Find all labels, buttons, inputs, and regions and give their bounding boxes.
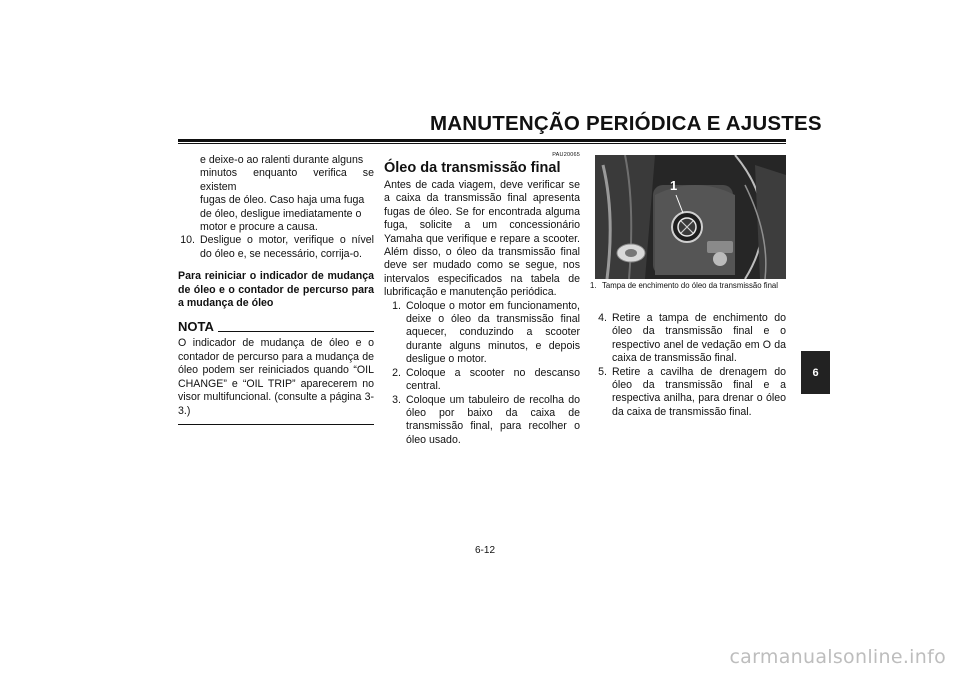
step-number: 2. [392,366,401,379]
oil-filler-cap-photo [595,155,786,279]
reference-code: PAU20065 [552,152,580,158]
continued-line: motor e procure a causa. [200,221,318,234]
nota-header [178,320,374,334]
header-rule-thin [178,143,786,144]
step-number: 1. [392,299,401,312]
watermark: carmanualsonline.info [729,646,946,668]
step-number: 3. [392,393,401,406]
right-column [590,312,786,419]
step-text: Coloque o motor em funcionamento, deixe o óleo da transmissão final aquecer, conduzindo a scooter durante alguns minutos, e depois desligue o motor. [406,299,580,366]
step-number: 10. [180,234,195,247]
continued-line: de óleo, desligue imediatamente o [200,207,362,220]
step-text: Retire a tampa de enchimento do óleo da transmissão final e o respectivo anel de vedação em O da caixa de transmissão final. [612,312,786,365]
step-5 [590,366,786,420]
left-column [178,154,374,425]
figure-callout-number: 1 [670,178,678,193]
continued-step-text [178,154,374,234]
header-rule-thick [178,139,786,142]
step-number: 4. [598,312,607,324]
nota-label: NOTA [178,319,214,335]
reset-heading: Para reiniciar o indicador de mudança de óleo e o contador de percurso para a mudança de óleo [178,270,374,310]
step-text: Retire a cavilha de drenagem do óleo da transmissão final e a respectiva anilha, para drenar o óleo da caixa de transmissão final. [612,365,786,418]
section-intro: Antes de cada viagem, deve verificar se a caixa da transmissão final apresenta fugas de óleo. Se for encontrada alguma fuga, solicite a um concessionário Yamaha que verifique e repare a scooter. Além disso, o óleo da transmissão final deve ser mudado como se segue, nos intervalos especificados na tabela de lubrificação e manutenção periódica. [384,179,580,299]
caption-text: Tampa de enchimento do óleo da transmissão final [602,281,778,290]
continued-line: e deixe-o ao ralenti durante alguns [200,154,364,166]
step-2 [384,367,580,394]
nota-rule [218,330,374,332]
nota-text: O indicador de mudança de óleo e o contador de percurso para a mudança de óleo podem ser reiniciados quando “OIL CHANGE” e “OIL TRIP” aparecerem no visor multifuncional. (consulte a página 3-3.) [178,337,374,417]
scooter-transmission-illustration [595,155,786,279]
section-title: Óleo da transmissão final [384,160,561,176]
step-number: 5. [598,365,607,378]
step-3 [384,394,580,448]
figure-caption [590,281,786,291]
continued-line: fugas de óleo. Caso haja uma fuga [200,194,365,207]
middle-column [384,152,580,447]
caption-number: 1. [590,281,597,290]
nota-end-rule [178,424,374,425]
step-text: Desligue o motor, verifique o nível do óleo e, se necessário, corrija-o. [200,234,374,260]
step-10 [178,234,374,261]
step-text: Coloque um tabuleiro de recolha do óleo por baixo da caixa de transmissão final, para recolher o óleo usado. [406,393,580,446]
step-1 [384,300,580,367]
step-text: Coloque a scooter no descanso central. [406,366,580,393]
continued-line: minutos enquanto verifica se existem [200,167,374,193]
chapter-tab: 6 [801,351,830,394]
page-number: 6-12 [474,545,495,556]
step-4 [590,312,786,366]
page-header-title: MANUTENÇÃO PERIÓDICA E AJUSTES [430,112,822,135]
